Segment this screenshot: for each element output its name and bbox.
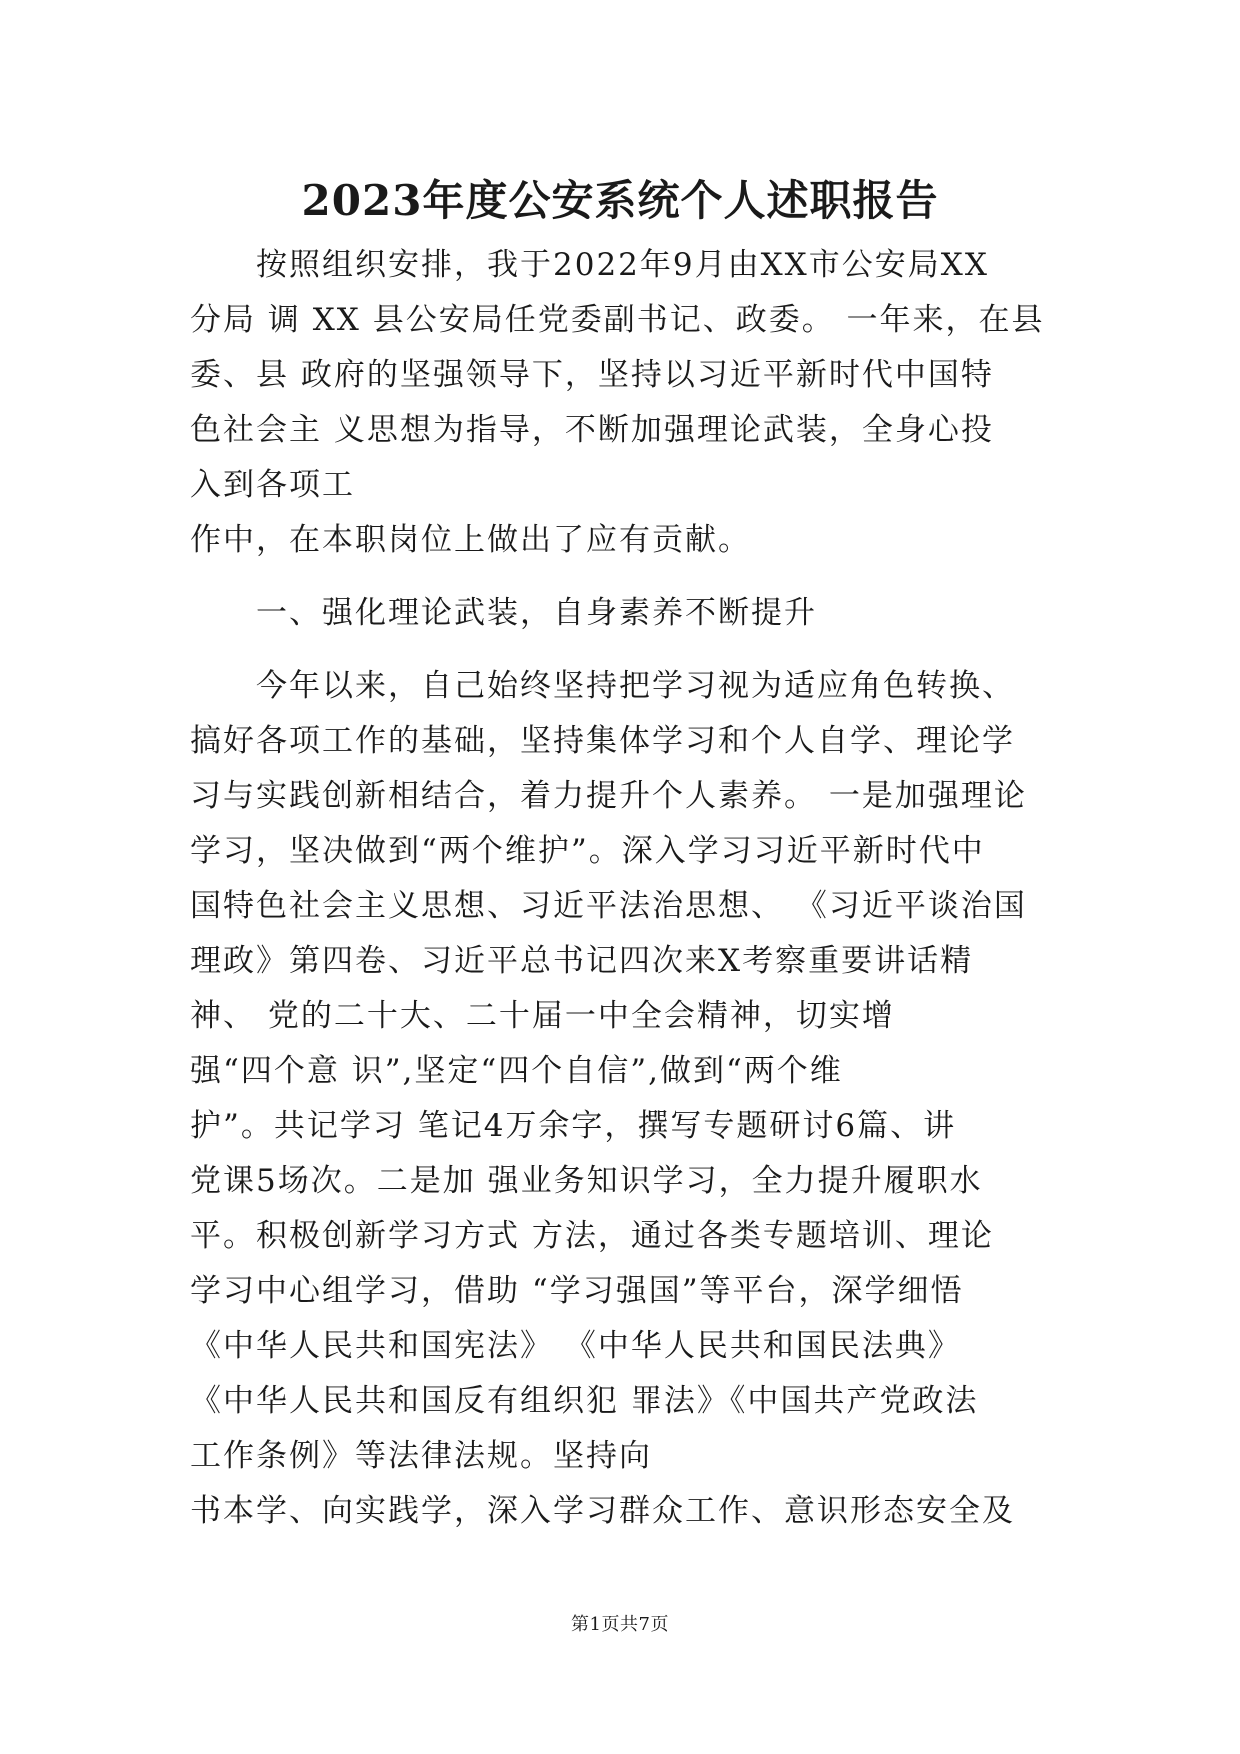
- text-line: 分局 调 XX 县公安局任党委副书记、政委。 一年来，在县: [190, 302, 1045, 338]
- text-line: 色社会主 义思想为指导，不断加强理论武装，全身心投: [190, 412, 994, 448]
- text-line: 作中，在本职岗位上做出了应有贡献。: [190, 522, 751, 558]
- section-heading: 一、强化理论武装，自身素养不断提升: [256, 595, 817, 631]
- text-line: 平。积极创新学习方式 方法，通过各类专题培训、理论: [190, 1218, 994, 1254]
- text-line: 护”。共记学习 笔记4万余字，撰写专题研讨6篇、讲: [190, 1108, 957, 1144]
- text-line: 委、县 政府的坚强领导下，坚持以习近平新时代中国特: [190, 357, 994, 393]
- document-body: [190, 238, 1060, 1539]
- text-line: 《中华人民共和国反有组织犯 罪法》《中国共产党政法: [190, 1383, 979, 1419]
- text-line: 神、 党的二十大、二十届一中全会精神，切实增: [190, 998, 895, 1034]
- text-line: 学习中心组学习，借助 “学习强国”等平台，深学细悟: [190, 1273, 964, 1309]
- document-title: 2023年度公安系统个人述职报告: [301, 176, 939, 225]
- text-line: 国特色社会主义思想、习近平法治思想、 《习近平谈治国: [190, 888, 1027, 924]
- text-line: 书本学、向实践学，深入学习群众工作、意识形态安全及: [190, 1493, 1015, 1529]
- page-number: 第1页共7页: [571, 1614, 669, 1635]
- spacer: [190, 641, 1060, 659]
- text-line: 《中华人民共和国宪法》 《中华人民共和国民法典》: [190, 1328, 961, 1364]
- text-line: 强“四个意 识”,坚定“四个自信”,做到“两个维: [190, 1053, 843, 1089]
- paragraph-intro: [190, 238, 1060, 568]
- text-line: 理政》第四卷、习近平总书记四次来X考察重要讲话精: [190, 943, 974, 979]
- text-line: 习与实践创新相结合，着力提升个人素养。 一是加强理论: [190, 778, 1027, 814]
- text-line: 学习，坚决做到“两个维护”。深入学习习近平新时代中: [190, 833, 985, 869]
- text-line: 搞好各项工作的基础，坚持集体学习和个人自学、理论学: [190, 723, 1015, 759]
- text-line: 按照组织安排，我于2022年9月由XX市公安局XX: [256, 247, 989, 283]
- paragraph-study: [190, 659, 1060, 1539]
- text-line: 今年以来，自己始终坚持把学习视为适应角色转换、: [256, 668, 1015, 704]
- text-line: 工作条例》等法律法规。坚持向: [190, 1438, 652, 1474]
- text-line: 党课5场次。二是加 强业务知识学习，全力提升履职水: [190, 1163, 983, 1199]
- text-line: 入到各项工: [190, 467, 355, 503]
- spacer: [190, 568, 1060, 586]
